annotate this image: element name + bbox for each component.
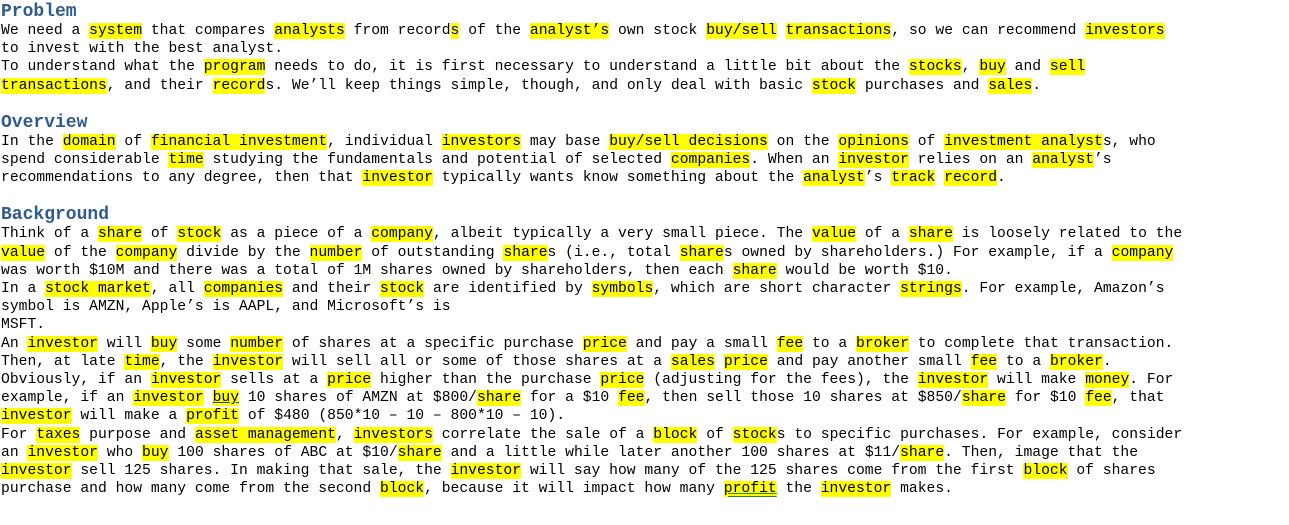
highlighted-term: share	[397, 444, 442, 461]
text-run: In a	[1, 281, 46, 298]
highlighted-term: s	[450, 23, 460, 39]
highlighted-term: block	[1023, 463, 1068, 480]
text-run: to complete that transaction.	[908, 335, 1174, 352]
text-run: . For example, Amazon’s	[961, 281, 1165, 298]
text-run: may base	[521, 133, 610, 150]
text-run: of $480 (850*10 – 10 – 800*10 – 10).	[239, 408, 566, 425]
highlighted-term: investor	[1, 463, 72, 480]
highlighted-term: track	[891, 170, 936, 187]
highlighted-term: fee	[618, 390, 645, 407]
text-run: relies on an	[908, 152, 1033, 169]
heading-problem: Problem	[1, 2, 77, 22]
text-run: , then sell those 10 shares at $850/	[644, 390, 962, 407]
highlighted-term: company	[115, 244, 178, 261]
text-run: We need a	[1, 23, 90, 39]
text-run: (adjusting for the fees), the	[644, 372, 918, 389]
highlighted-term: investors	[1085, 23, 1165, 39]
highlighted-term: symbols	[591, 281, 654, 298]
highlighted-term: investor	[450, 463, 522, 480]
text-run: are identified by	[424, 281, 592, 298]
text-run: example, if an	[1, 390, 134, 407]
text-run: . Then, image that the	[944, 444, 1139, 461]
text-run: to a	[997, 353, 1050, 370]
text-run: .	[1102, 353, 1112, 370]
text-line	[1, 407, 1289, 425]
text-run: , all	[150, 281, 204, 298]
text-run: of shares at a specific purchase	[283, 335, 583, 352]
text-line	[1, 389, 1289, 407]
highlighted-term: share	[900, 444, 945, 461]
highlighted-term: fee	[776, 335, 804, 352]
text-run: symbol is AMZN, Apple’s is AAPL, and Microsoft’s is	[1, 299, 451, 316]
highlighted-term: money	[1085, 372, 1130, 389]
text-run: divide by the	[177, 244, 310, 261]
text-run: MSFT.	[1, 317, 46, 334]
highlighted-term: financial investment	[150, 133, 328, 150]
text-run: is loosely related to the	[952, 226, 1183, 243]
text-run: of	[697, 426, 733, 443]
highlighted-term: number	[309, 244, 363, 261]
text-run: makes.	[891, 481, 953, 498]
text-run: will say how many of the 125 shares come from the first	[521, 463, 1024, 480]
text-line	[1, 462, 1289, 480]
text-run: ,	[335, 426, 354, 443]
highlighted-term: buy	[142, 444, 169, 461]
highlighted-term: investor	[27, 444, 98, 461]
text-line	[1, 335, 1289, 353]
text-run	[935, 170, 944, 186]
text-run: , albeit typically a very small piece. The	[432, 226, 812, 243]
text-run: of the	[45, 244, 116, 261]
highlighted-term: investor	[362, 170, 433, 187]
highlighted-term: company	[1111, 244, 1174, 261]
text-run: to a	[803, 335, 857, 352]
highlighted-term: investor	[820, 481, 892, 498]
highlighted-term: broker	[1049, 353, 1103, 370]
highlighted-term: investment analyst	[944, 133, 1103, 150]
text-run: and pay another small	[767, 353, 971, 370]
highlighted-term: stock	[811, 77, 856, 94]
heading-overview: Overview	[1, 112, 88, 133]
text-run: , the	[159, 353, 213, 370]
text-run: for $10	[1005, 390, 1086, 407]
text-line	[1, 262, 1289, 280]
highlighted-term: investor	[212, 353, 284, 370]
highlighted-term: company	[371, 226, 433, 243]
text-run: ’s	[1093, 152, 1112, 169]
text-run: of shares	[1067, 463, 1156, 480]
text-run: will	[97, 335, 151, 352]
highlighted-term: value	[811, 226, 857, 243]
highlighted-term: asset management	[194, 426, 336, 443]
text-run: the	[776, 481, 821, 498]
highlighted-term: stocks	[908, 59, 962, 76]
text-line	[1, 316, 1289, 334]
text-run: from record	[344, 23, 451, 39]
text-run: , that	[1111, 390, 1165, 407]
highlighted-term: record	[212, 77, 266, 94]
text-run: for a $10	[521, 390, 619, 407]
text-run: , which are short character	[653, 281, 901, 298]
highlighted-term: transactions	[1, 77, 107, 94]
highlighted-term: share	[97, 226, 143, 243]
text-run: .	[997, 170, 1006, 187]
text-run: of a	[856, 226, 909, 243]
text-run: of	[908, 133, 945, 150]
text-run: purchases and	[856, 77, 989, 94]
highlighted-term: share	[961, 390, 1006, 407]
text-run: s owned by shareholders.) For example, if a	[723, 244, 1112, 261]
text-run: 100 shares of ABC at $10/	[168, 444, 398, 461]
highlighted-term: time	[124, 353, 160, 370]
text-run	[204, 390, 213, 406]
highlighted-term: share	[732, 262, 777, 279]
highlighted-term: investor	[150, 372, 222, 389]
text-run: correlate the sale of a	[432, 426, 654, 443]
text-line	[1, 480, 1289, 498]
highlighted-term: sales	[988, 77, 1033, 94]
text-line	[1, 40, 1289, 58]
highlighted-term: record	[944, 170, 998, 187]
highlighted-term: investor	[917, 372, 989, 389]
highlighted-term: stock market	[45, 281, 151, 298]
text-run: In the	[1, 133, 63, 150]
highlighted-term: value	[1, 244, 46, 261]
highlighted-term: investor	[1, 408, 72, 425]
text-run: purpose and	[80, 426, 195, 443]
highlighted-term: stock	[380, 281, 425, 298]
text-run: s. We’ll keep things simple, though, and only deal with basic	[265, 77, 812, 94]
highlighted-term: sell	[1049, 59, 1086, 76]
highlighted-term: domain	[62, 133, 116, 150]
highlighted-term: share	[679, 244, 724, 261]
text-run: For	[1, 426, 37, 443]
text-line	[1, 426, 1289, 444]
text-run: sells at a	[221, 372, 328, 389]
text-line	[1, 280, 1289, 298]
text-run: typically wants know something about the	[432, 170, 804, 187]
highlighted-term: buy	[212, 390, 240, 407]
highlighted-term: stock	[732, 426, 777, 443]
text-run: To understand what the	[1, 59, 204, 76]
text-run: ’s	[864, 170, 892, 187]
highlighted-term: block	[653, 426, 698, 443]
text-run: s, who	[1102, 133, 1156, 150]
highlighted-term: strings	[900, 281, 962, 298]
highlighted-term: analyst	[803, 170, 865, 187]
text-run: recommendations to any degree, then that	[1, 170, 363, 187]
text-run: to invest with the best analyst.	[1, 41, 284, 58]
text-run: and a little while later another 100 shares at $11/	[441, 444, 901, 461]
text-run: of outstanding	[362, 244, 504, 261]
highlighted-term: investor	[838, 152, 909, 169]
highlighted-term: price	[327, 372, 372, 389]
highlighted-term: share	[908, 226, 953, 243]
text-run: will sell all or some of those shares at a	[283, 353, 671, 370]
highlighted-term: price	[582, 335, 627, 352]
text-run: and pay a small	[626, 335, 777, 352]
text-run: was worth $10M and there was a total of 1M shares owned by shareholders, then each	[1, 262, 733, 279]
highlighted-term: companies	[203, 281, 284, 298]
section-problem-text	[1, 22, 1289, 95]
text-run: purchase and how many come from the second	[1, 481, 380, 498]
text-run: who	[97, 444, 143, 461]
text-run: .	[1032, 77, 1042, 94]
text-run: An	[1, 335, 28, 352]
highlighted-term: time	[168, 152, 204, 169]
text-run: on the	[767, 133, 839, 150]
text-run: s to specific purchases. For example, consider	[776, 426, 1183, 443]
text-run: needs to do, it is first necessary to understand a little bit about the	[265, 59, 909, 76]
text-run: and	[1005, 59, 1050, 76]
text-run: spend considerable	[1, 152, 169, 169]
text-line	[1, 169, 1289, 187]
text-run: Obviously, if an	[1, 372, 151, 389]
text-line	[1, 444, 1289, 462]
highlighted-term: opinions	[838, 133, 909, 150]
text-run: as a piece of a	[221, 226, 372, 243]
highlighted-term: system	[89, 23, 143, 39]
highlighted-term: investor	[133, 390, 204, 407]
text-run: . For	[1129, 372, 1174, 389]
text-line	[1, 151, 1289, 169]
highlighted-term: taxes	[36, 426, 81, 443]
text-run: 10 shares of AMZN at $800/	[239, 390, 477, 407]
text-run: ,	[961, 59, 980, 76]
highlighted-term: analyst’s	[529, 23, 610, 39]
highlighted-term: buy/sell decisions	[609, 133, 768, 150]
text-run: and their	[283, 281, 381, 298]
highlighted-term: broker	[856, 335, 909, 352]
text-run: some	[177, 335, 231, 352]
text-line	[1, 244, 1289, 262]
highlighted-term: investor	[27, 335, 98, 352]
text-run: , because it will impact how many	[424, 481, 724, 498]
text-run: , so we can recommend	[891, 23, 1086, 39]
text-run: that compares	[142, 23, 275, 39]
text-run: will make a	[71, 408, 187, 425]
text-run: , and their	[106, 77, 213, 94]
highlighted-term: investors	[441, 133, 522, 150]
text-run: . When an	[750, 152, 839, 169]
highlighted-term: block	[380, 481, 425, 498]
text-run: studying the fundamentals and potential of selected	[203, 152, 671, 169]
text-line	[1, 22, 1289, 40]
highlighted-term: share	[503, 244, 548, 261]
highlighted-term: investors	[353, 426, 433, 443]
highlighted-term: price	[723, 353, 768, 370]
text-run: own stock	[609, 23, 707, 39]
highlighted-term: analyst	[1032, 152, 1094, 169]
text-run	[777, 23, 786, 39]
highlighted-term: analysts	[274, 23, 345, 39]
highlighted-term: transactions	[785, 23, 892, 39]
highlighted-term: stock	[177, 226, 222, 243]
text-run	[715, 354, 724, 370]
text-run: Think of a	[1, 226, 98, 243]
highlighted-term: sales	[670, 353, 715, 370]
text-line	[1, 353, 1289, 371]
text-line	[1, 371, 1289, 389]
highlighted-term: profit	[723, 481, 777, 498]
section-overview-text	[1, 133, 1289, 188]
highlighted-term: price	[600, 372, 645, 389]
section-background-text	[1, 225, 1289, 498]
text-run: of the	[459, 23, 530, 39]
text-run: , individual	[327, 133, 442, 150]
heading-background: Background	[1, 205, 110, 226]
highlighted-term: fee	[1085, 390, 1112, 407]
text-line	[1, 58, 1289, 76]
text-run: sell 125 shares. In making that sale, the	[71, 463, 451, 480]
highlighted-term: profit	[186, 408, 239, 425]
text-run: s (i.e., total	[547, 244, 680, 261]
highlighted-term: buy	[979, 59, 1006, 76]
highlighted-term: buy/sell	[706, 23, 777, 39]
text-run: would be worth $10.	[776, 262, 953, 279]
highlighted-term: buy	[150, 335, 178, 352]
highlighted-term: fee	[970, 353, 998, 370]
text-run: Then, at late	[1, 353, 125, 370]
text-line	[1, 225, 1289, 243]
text-run: will make	[988, 372, 1086, 389]
text-line	[1, 77, 1289, 95]
highlighted-term: number	[230, 335, 284, 352]
text-line	[1, 133, 1289, 151]
highlighted-term: share	[477, 390, 522, 407]
text-line	[1, 298, 1289, 316]
text-run: an	[1, 444, 28, 461]
text-run: of	[142, 226, 178, 243]
text-run: higher than the purchase	[371, 372, 601, 389]
highlighted-term: program	[203, 59, 266, 76]
text-run: of	[115, 133, 151, 150]
highlighted-term: companies	[670, 152, 751, 169]
